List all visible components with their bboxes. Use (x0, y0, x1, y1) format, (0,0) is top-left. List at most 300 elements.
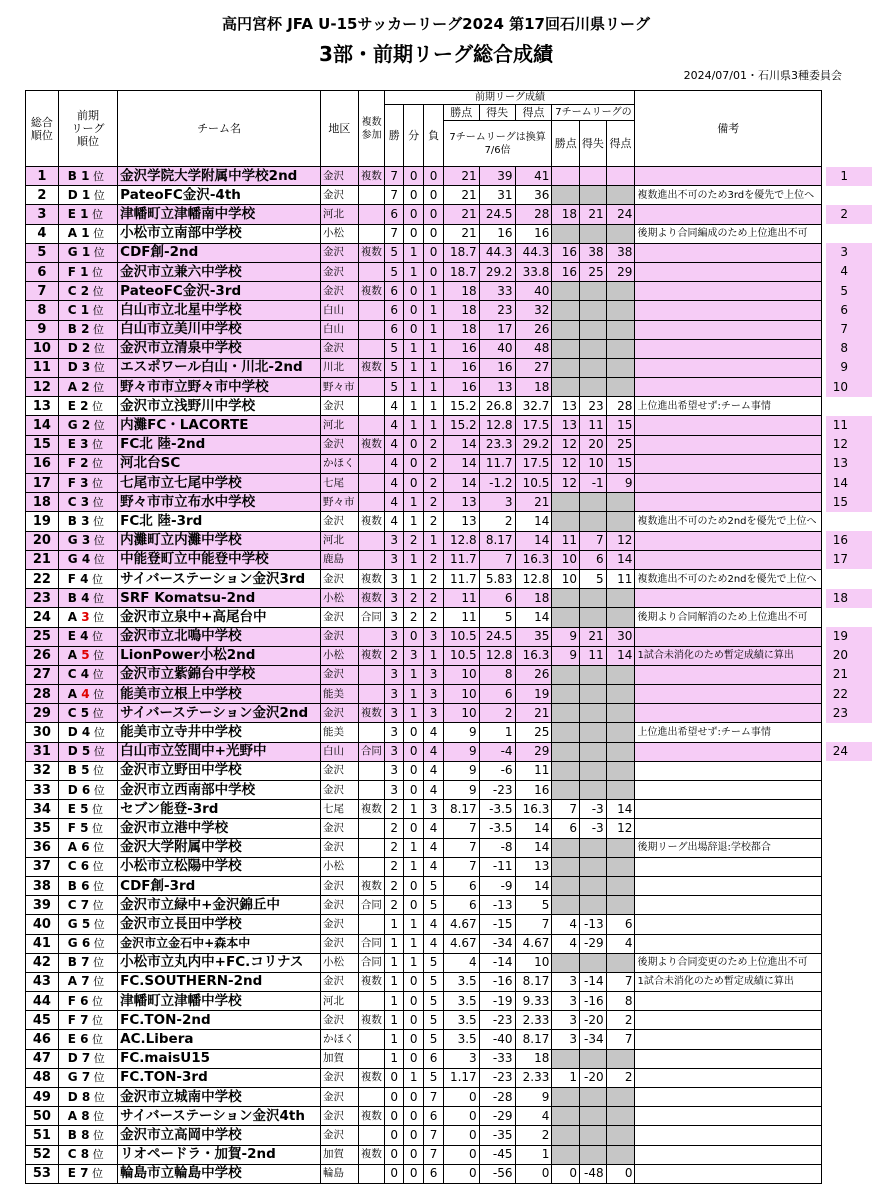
header-team: チーム名 (118, 91, 321, 167)
points: 13 (443, 493, 479, 512)
draws: 1 (403, 915, 423, 934)
position-suffix: 位 (90, 419, 105, 433)
goals-for: 16.3 (515, 646, 552, 665)
remarks: 複数進出不可のため3rdを優先で上位へ (635, 186, 822, 205)
seven-points: 3 (552, 992, 580, 1011)
remarks (635, 358, 822, 377)
losses: 5 (424, 1011, 443, 1030)
seven-goals-for (606, 1107, 635, 1126)
multi-entry: 合同 (358, 742, 385, 761)
points: 4 (443, 953, 479, 972)
seven-goal-diff (580, 781, 607, 800)
goals-for: 10 (515, 953, 552, 972)
seven-goal-diff: 7 (580, 531, 607, 550)
goal-diff: -9 (479, 876, 515, 895)
wins: 3 (385, 589, 403, 608)
group-position: 5 (80, 705, 90, 720)
group-letter: G (67, 916, 78, 931)
seven-goals-for (606, 704, 635, 723)
remarks (635, 205, 822, 224)
wins: 2 (385, 896, 403, 915)
position-suffix: 位 (90, 188, 105, 202)
wins: 1 (385, 1049, 403, 1068)
side-rank (826, 742, 872, 761)
seven-goals-for (606, 953, 635, 972)
wins: 3 (385, 627, 403, 646)
table-row (26, 876, 822, 895)
goal-diff: -40 (479, 1030, 515, 1049)
position-suffix: 位 (88, 438, 104, 452)
area: 白山 (320, 301, 358, 320)
goals-for: 17.5 (515, 454, 552, 473)
points: 14 (443, 435, 479, 454)
losses: 2 (424, 454, 443, 473)
goal-diff: -14 (479, 953, 515, 972)
goals-for: 21 (515, 493, 552, 512)
side-rank (826, 704, 872, 723)
seven-points (552, 320, 580, 339)
area: 金沢 (320, 838, 358, 857)
side-rank-label: 19 (832, 629, 848, 643)
table-row (26, 1011, 822, 1030)
goal-diff: -56 (479, 1164, 515, 1183)
points: 11 (443, 589, 479, 608)
group-letter: D (67, 341, 78, 356)
table-row (26, 723, 822, 742)
points: 15.2 (443, 416, 479, 435)
wins: 1 (385, 992, 403, 1011)
seven-points (552, 953, 580, 972)
multi-entry: 複数 (358, 646, 385, 665)
team-name: 白山市立笠間中+光野中 (118, 742, 321, 761)
position-suffix: 位 (90, 246, 105, 260)
table-row (26, 934, 822, 953)
seven-goal-diff: 25 (580, 262, 607, 281)
seven-points (552, 282, 580, 301)
overall-rank: 41 (26, 934, 59, 953)
group-rank (58, 282, 117, 301)
team-name: 金沢市立城南中学校 (118, 1088, 321, 1107)
group-rank (58, 416, 117, 435)
side-rank (826, 167, 872, 186)
points: 3.5 (443, 972, 479, 991)
group-rank (58, 742, 117, 761)
team-name: 七尾市立七尾中学校 (118, 474, 321, 493)
goal-diff: 8.17 (479, 531, 515, 550)
losses: 4 (424, 934, 443, 953)
group-rank (58, 512, 117, 531)
position-suffix: 位 (89, 879, 104, 893)
group-rank (58, 838, 117, 857)
area: 金沢 (320, 569, 358, 588)
team-name: 津幡町立津幡中学校 (118, 992, 321, 1011)
seven-goal-diff: 21 (580, 205, 607, 224)
goal-diff: -23 (479, 781, 515, 800)
group-letter: B (67, 513, 77, 528)
remarks (635, 167, 822, 186)
remarks (635, 800, 822, 819)
seven-goals-for (606, 1145, 635, 1164)
group-letter: B (67, 763, 77, 778)
group-letter: B (67, 168, 77, 183)
remarks (635, 819, 822, 838)
remarks (635, 301, 822, 320)
goals-for: 0 (515, 1164, 552, 1183)
goals-for: 2.33 (515, 1068, 552, 1087)
points: 0 (443, 1088, 479, 1107)
side-rank (826, 493, 872, 512)
points: 3.5 (443, 1011, 479, 1030)
seven-goals-for (606, 224, 635, 243)
team-name: FC.SOUTHERN-2nd (118, 972, 321, 991)
table-row (26, 1068, 822, 1087)
group-rank (58, 704, 117, 723)
multi-entry: 複数 (358, 167, 385, 186)
position-suffix: 位 (88, 265, 104, 279)
table-row (26, 167, 822, 186)
team-name: PateoFC金沢-4th (118, 186, 321, 205)
team-name: セブン能登-3rd (118, 800, 321, 819)
position-suffix: 位 (89, 649, 105, 663)
multi-entry (358, 1088, 385, 1107)
table-row (26, 474, 822, 493)
group-letter: C (67, 859, 77, 874)
group-rank (58, 627, 117, 646)
position-suffix: 位 (89, 227, 105, 241)
position-suffix: 位 (89, 1128, 104, 1142)
multi-entry: 複数 (358, 876, 385, 895)
position-suffix: 位 (89, 1148, 104, 1162)
group-letter: G (67, 936, 78, 951)
group-position: 4 (80, 571, 89, 586)
points: 14 (443, 474, 479, 493)
area: 加賀 (320, 1145, 358, 1164)
goals-for: 21 (515, 704, 552, 723)
group-rank (58, 435, 117, 454)
team-name: PateoFC金沢-3rd (118, 282, 321, 301)
area: 金沢 (320, 1107, 358, 1126)
group-position: 7 (81, 1070, 91, 1085)
side-rank-label: 13 (832, 456, 848, 471)
overall-rank: 23 (26, 589, 59, 608)
goals-for: 41 (515, 167, 552, 186)
group-position: 4 (81, 590, 90, 605)
group-position: 6 (81, 840, 90, 855)
table-row (26, 493, 822, 512)
seven-goal-diff: 5 (580, 569, 607, 588)
seven-points (552, 608, 580, 627)
group-letter: F (67, 993, 76, 1008)
points: 14 (443, 454, 479, 473)
remarks: 複数進出不可のため2ndを優先で上位へ (635, 512, 822, 531)
group-position: 3 (81, 609, 90, 624)
draws: 0 (403, 1145, 423, 1164)
seven-points (552, 742, 580, 761)
side-rank-label: 22 (832, 686, 848, 701)
group-letter: G (67, 533, 78, 548)
table-row (26, 704, 822, 723)
group-position: 2 (80, 456, 89, 471)
overall-rank: 47 (26, 1049, 59, 1068)
side-rank (826, 416, 872, 435)
points: 16 (443, 339, 479, 358)
draws: 0 (403, 167, 423, 186)
seven-goals-for: 14 (606, 550, 635, 569)
wins: 3 (385, 704, 403, 723)
seven-goals-for (606, 589, 635, 608)
goal-diff: 24.5 (479, 627, 515, 646)
goal-diff: -1.2 (479, 474, 515, 493)
wins: 4 (385, 474, 403, 493)
side-rank (826, 205, 872, 224)
group-letter: D (67, 187, 78, 202)
seven-goals-for (606, 358, 635, 377)
overall-rank: 53 (26, 1164, 59, 1183)
group-rank (58, 1164, 117, 1183)
remarks (635, 992, 822, 1011)
team-name: 金沢市立紫錦台中学校 (118, 665, 321, 684)
group-rank (58, 1145, 117, 1164)
goal-diff: 23.3 (479, 435, 515, 454)
seven-goal-diff: 21 (580, 627, 607, 646)
table-row (26, 243, 822, 262)
wins: 2 (385, 800, 403, 819)
side-rank-label: 15 (832, 494, 848, 509)
draws: 1 (403, 934, 423, 953)
remarks (635, 320, 822, 339)
seven-goal-diff (580, 301, 607, 320)
area: 河北 (320, 416, 358, 435)
seven-points (552, 704, 580, 723)
group-rank (58, 915, 117, 934)
table-row (26, 896, 822, 915)
remarks (635, 665, 822, 684)
header-prev-rank: 前期 リーグ 順位 (58, 91, 117, 167)
group-rank (58, 531, 117, 550)
losses: 7 (424, 1145, 443, 1164)
team-name: FC北 陸-3rd (118, 512, 321, 531)
position-suffix: 位 (88, 476, 104, 490)
remarks (635, 1049, 822, 1068)
position-suffix: 位 (90, 937, 105, 951)
side-rank-label: 21 (832, 667, 848, 682)
group-letter: E (67, 1032, 76, 1047)
area: 金沢 (320, 435, 358, 454)
table-row (26, 1088, 822, 1107)
goals-for: 13 (515, 857, 552, 876)
wins: 0 (385, 1126, 403, 1145)
goal-diff: 11.7 (479, 454, 515, 473)
goals-for: 2.33 (515, 1011, 552, 1030)
seven-goal-diff (580, 1049, 607, 1068)
overall-rank: 12 (26, 378, 59, 397)
seven-goals-for (606, 301, 635, 320)
points: 10.5 (443, 646, 479, 665)
seven-goals-for: 6 (606, 915, 635, 934)
group-rank (58, 243, 117, 262)
header-remarks: 備考 (635, 91, 822, 167)
seven-goal-diff (580, 512, 607, 531)
overall-rank: 16 (26, 454, 59, 473)
multi-entry (358, 320, 385, 339)
remarks: 複数進出不可のため2ndを優先で上位へ (635, 569, 822, 588)
draws: 3 (403, 646, 423, 665)
table-row (26, 992, 822, 1011)
standings-table (25, 90, 822, 1184)
goals-for: 10.5 (515, 474, 552, 493)
goals-for: 35 (515, 627, 552, 646)
side-rank-label: 6 (840, 302, 848, 317)
seven-points (552, 493, 580, 512)
group-position: 2 (81, 322, 90, 337)
overall-rank: 51 (26, 1126, 59, 1145)
seven-goal-diff: -3 (580, 800, 607, 819)
points: 8.17 (443, 800, 479, 819)
seven-goal-diff (580, 339, 607, 358)
overall-rank: 29 (26, 704, 59, 723)
goals-for: 16 (515, 224, 552, 243)
losses: 5 (424, 953, 443, 972)
side-rank (826, 627, 872, 646)
group-position: 6 (81, 878, 90, 893)
goals-for: 12.8 (515, 569, 552, 588)
goal-diff: 16 (479, 224, 515, 243)
goals-for: 8.17 (515, 972, 552, 991)
overall-rank: 19 (26, 512, 59, 531)
seven-goals-for: 12 (606, 819, 635, 838)
points: 3.5 (443, 1030, 479, 1049)
seven-goal-diff (580, 685, 607, 704)
goals-for: 40 (515, 282, 552, 301)
remarks (635, 531, 822, 550)
seven-goal-diff: 11 (580, 646, 607, 665)
seven-goal-diff (580, 665, 607, 684)
losses: 1 (424, 397, 443, 416)
remarks: 1試合未消化のため暫定成績に算出 (635, 646, 822, 665)
losses: 6 (424, 1107, 443, 1126)
team-name: 野々市市立野々市中学校 (118, 378, 321, 397)
remarks (635, 550, 822, 569)
multi-entry (358, 378, 385, 397)
table-row (26, 1126, 822, 1145)
group-letter: E (67, 1166, 76, 1181)
overall-rank: 20 (26, 531, 59, 550)
draws: 0 (403, 627, 423, 646)
goals-for: 25 (515, 723, 552, 742)
losses: 4 (424, 819, 443, 838)
side-rank-label: 5 (840, 283, 848, 298)
wins: 2 (385, 819, 403, 838)
position-suffix: 位 (89, 687, 105, 701)
position-suffix: 位 (89, 841, 105, 855)
table-row (26, 454, 822, 473)
group-position: 4 (81, 552, 91, 567)
goals-for: 2 (515, 1126, 552, 1145)
group-rank (58, 358, 117, 377)
team-name: 白山市立北星中学校 (118, 301, 321, 320)
seven-goals-for (606, 1126, 635, 1145)
goal-diff: -29 (479, 1107, 515, 1126)
wins: 3 (385, 531, 403, 550)
group-letter: B (67, 955, 77, 970)
goals-for: 16.3 (515, 800, 552, 819)
goals-for: 36 (515, 186, 552, 205)
seven-goal-diff: -13 (580, 915, 607, 934)
position-suffix: 位 (89, 975, 105, 989)
goals-for: 16.3 (515, 550, 552, 569)
losses: 4 (424, 723, 443, 742)
position-suffix: 位 (88, 207, 104, 221)
overall-rank: 32 (26, 761, 59, 780)
team-name: サイバーステーション金沢3rd (118, 569, 321, 588)
seven-goals-for (606, 857, 635, 876)
seven-points: 16 (552, 262, 580, 281)
team-name: CDF創-3rd (118, 876, 321, 895)
position-suffix: 位 (89, 284, 104, 298)
seven-goal-diff (580, 282, 607, 301)
team-name: 内灘FC・LACORTE (118, 416, 321, 435)
seven-goal-diff (580, 589, 607, 608)
group-position: 3 (80, 475, 89, 490)
group-position: 1 (80, 302, 90, 317)
losses: 6 (424, 1164, 443, 1183)
goals-for: 14 (515, 838, 552, 857)
remarks (635, 416, 822, 435)
points: 21 (443, 224, 479, 243)
goal-diff: 13 (479, 378, 515, 397)
losses: 3 (424, 627, 443, 646)
table-row (26, 531, 822, 550)
team-name: 金沢市立泉中+高尾台中 (118, 608, 321, 627)
group-position: 7 (81, 955, 90, 970)
position-suffix: 位 (88, 1013, 104, 1027)
seven-goals-for (606, 608, 635, 627)
goal-diff: 26.8 (479, 397, 515, 416)
group-rank (58, 320, 117, 339)
area: 金沢 (320, 915, 358, 934)
seven-goal-diff (580, 1088, 607, 1107)
table-row (26, 320, 822, 339)
area: 金沢 (320, 1068, 358, 1087)
overall-rank: 33 (26, 781, 59, 800)
seven-goal-diff (580, 608, 607, 627)
remarks (635, 915, 822, 934)
team-name: 小松市立丸内中+FC.コリナス (118, 953, 321, 972)
seven-goals-for (606, 320, 635, 339)
draws: 0 (403, 435, 423, 454)
remarks (635, 435, 822, 454)
multi-entry: 複数 (358, 589, 385, 608)
date-line: 2024/07/01・石川県3種委員会 (683, 69, 842, 82)
draws: 0 (403, 301, 423, 320)
remarks (635, 1145, 822, 1164)
group-position: 1 (80, 206, 89, 221)
area: 金沢 (320, 167, 358, 186)
area: 金沢 (320, 665, 358, 684)
seven-goal-diff (580, 953, 607, 972)
team-name: FC.maisU15 (118, 1049, 321, 1068)
goal-diff: -35 (479, 1126, 515, 1145)
losses: 2 (424, 493, 443, 512)
seven-goals-for (606, 665, 635, 684)
draws: 0 (403, 819, 423, 838)
area: 金沢 (320, 608, 358, 627)
seven-goals-for: 15 (606, 454, 635, 473)
seven-goal-diff (580, 493, 607, 512)
group-letter: G (67, 552, 78, 567)
seven-points: 13 (552, 397, 580, 416)
seven-points (552, 378, 580, 397)
